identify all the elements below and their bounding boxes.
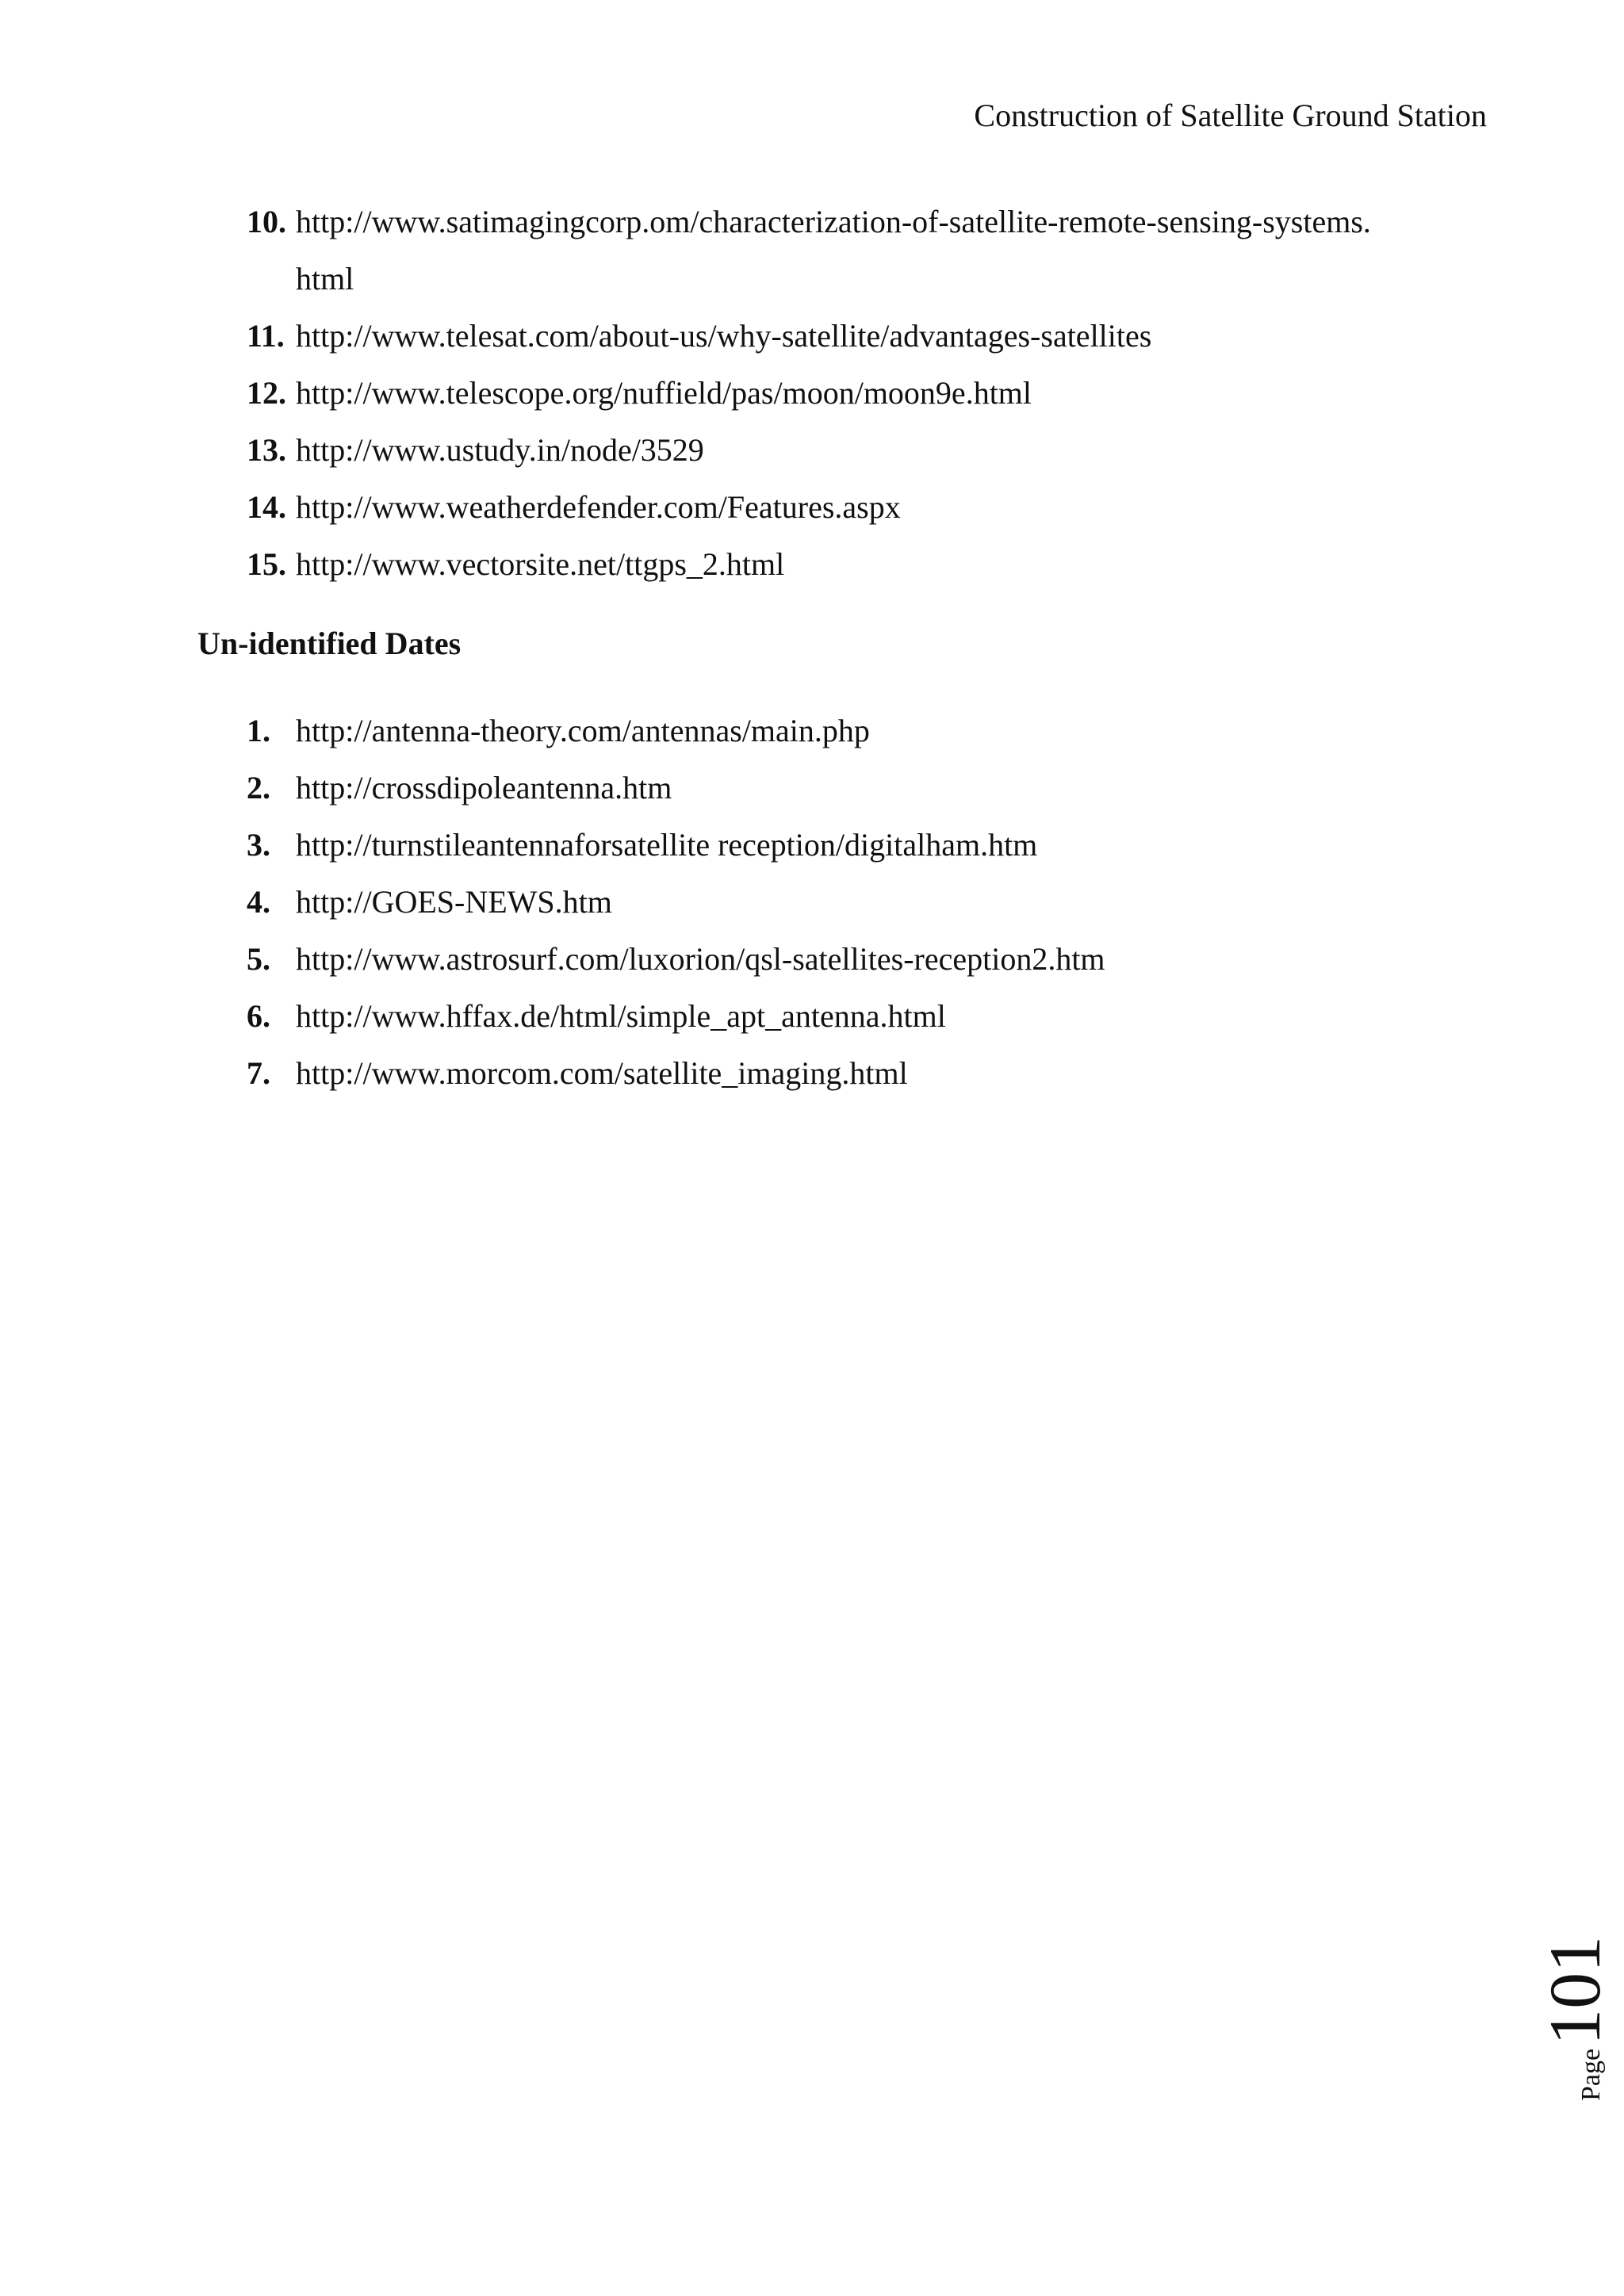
reference-item <box>0 365 1624 422</box>
reference-url: http://turnstileantennaforsatellite reception/digitalham.htm <box>296 827 1038 863</box>
reference-item <box>0 760 1624 817</box>
reference-url: http://www.astrosurf.com/luxorion/qsl-satellites-reception2.htm <box>296 941 1105 977</box>
reference-item <box>0 702 1624 760</box>
reference-number: 3. <box>247 827 270 863</box>
reference-list-unidentified-dates <box>0 702 1624 1102</box>
reference-item <box>0 422 1624 479</box>
reference-url: http://www.vectorsite.net/ttgps_2.html <box>296 546 785 582</box>
section-heading: Un-identified Dates <box>197 626 462 661</box>
reference-number: 10. <box>247 204 286 239</box>
reference-item <box>0 308 1624 365</box>
reference-item <box>0 931 1624 988</box>
reference-url: http://GOES-NEWS.htm <box>296 884 612 920</box>
reference-item <box>0 874 1624 931</box>
page-number-rotated <box>1535 1936 1614 2101</box>
reference-url: http://www.ustudy.in/node/3529 <box>296 432 704 468</box>
page-number: 101 <box>1534 1935 1615 2045</box>
reference-list-continued <box>0 193 1624 593</box>
reference-item <box>0 479 1624 536</box>
reference-url: http://www.telesat.com/about-us/why-satellite/advantages-satellites <box>296 318 1152 354</box>
reference-url: http://www.satimagingcorp.om/characterization-of-satellite-remote-sensing-systems.html <box>296 204 1371 297</box>
reference-url: http://www.hffax.de/html/simple_apt_antenna.html <box>296 998 946 1034</box>
reference-number: 13. <box>247 432 286 468</box>
reference-item <box>0 1045 1624 1102</box>
reference-number: 2. <box>247 770 270 806</box>
reference-number: 6. <box>247 998 270 1034</box>
reference-url: http://www.weatherdefender.com/Features.aspx <box>296 489 901 525</box>
reference-number: 15. <box>247 546 286 582</box>
reference-item <box>0 536 1624 593</box>
reference-number: 12. <box>247 375 286 411</box>
reference-item <box>0 988 1624 1045</box>
reference-url: http://www.morcom.com/satellite_imaging.html <box>296 1055 908 1091</box>
reference-url: http://antenna-theory.com/antennas/main.php <box>296 713 870 748</box>
page-label: Page <box>1576 2048 1606 2101</box>
reference-number: 14. <box>247 489 286 525</box>
reference-number: 1. <box>247 713 270 748</box>
running-header: Construction of Satellite Ground Station <box>974 98 1487 133</box>
reference-item <box>0 193 1624 308</box>
reference-number: 11. <box>247 318 285 354</box>
reference-item <box>0 817 1624 874</box>
reference-number: 7. <box>247 1055 270 1091</box>
reference-url: http://crossdipoleantenna.htm <box>296 770 672 806</box>
reference-url: http://www.telescope.org/nuffield/pas/moon/moon9e.html <box>296 375 1032 411</box>
reference-number: 5. <box>247 941 270 977</box>
reference-number: 4. <box>247 884 270 920</box>
